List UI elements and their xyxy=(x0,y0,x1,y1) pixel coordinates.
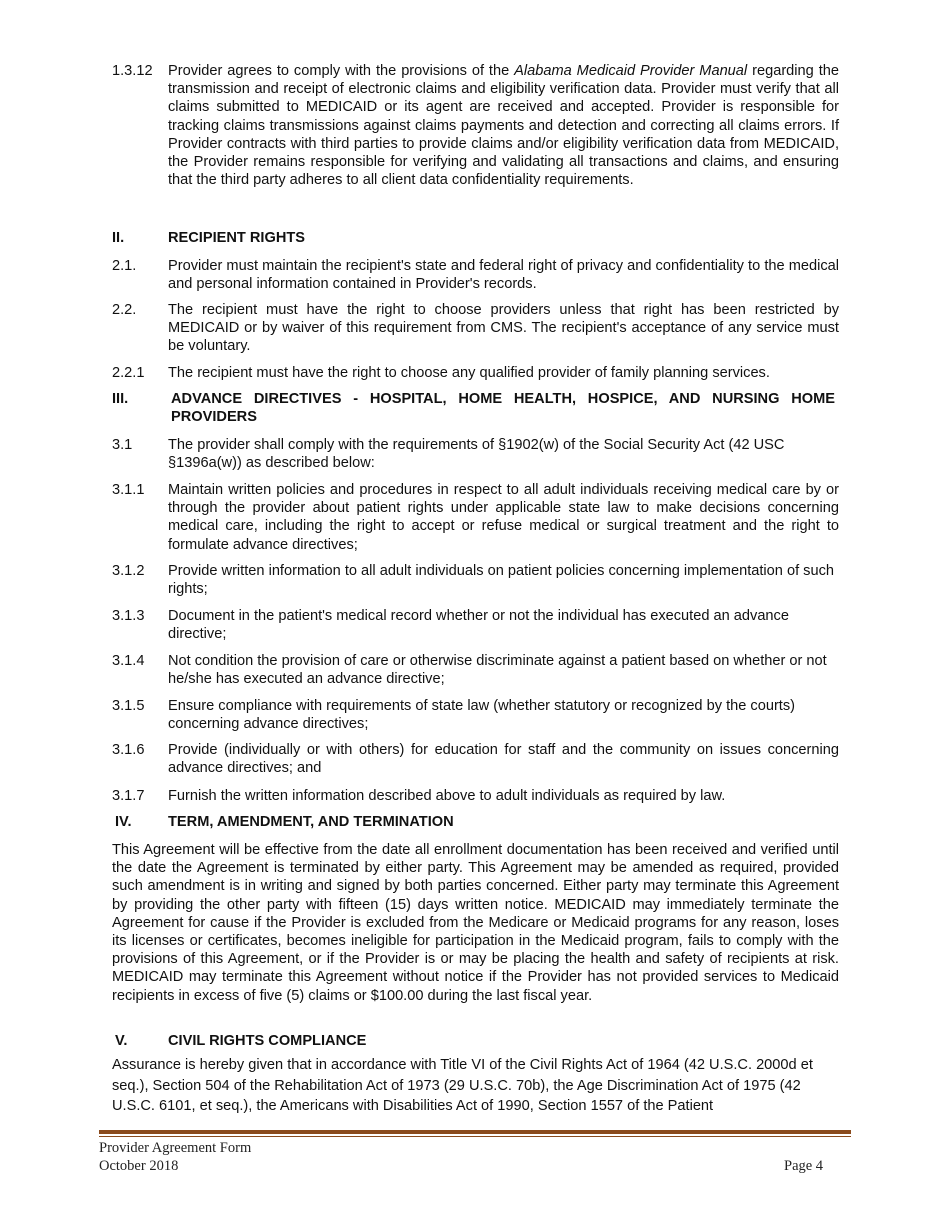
clause-text: Provide (individually or with others) for education for staff and the community on issues concerning advance directives; and xyxy=(168,742,839,777)
footer-rule xyxy=(99,1136,851,1137)
civil-rights-paragraph: Assurance is hereby given that in accordance with Title VI of the Civil Rights Act of 1964 (42 U.S.C. 2000d et seq.), Section 504 of the Rehabilitation Act of 1973 (29 U.S.C. 70b), the Age Discrimination Act of 1975 (42 U.S.C. 6101, et seq.), the Americans with Disabilities Act of 1990, Section 1557 of the Patient xyxy=(112,1057,813,1114)
clause-number: 2.1. xyxy=(112,258,137,274)
clause-number: 3.1.6 xyxy=(112,742,145,758)
clause-number: 3.1.5 xyxy=(112,698,145,714)
clause-text: The provider shall comply with the requirements of §1902(w) of the Social Security Act (42 USC §1396a(w)) as described below: xyxy=(168,437,785,472)
section-title: RECIPIENT RIGHTS xyxy=(168,230,306,246)
section-title: ADVANCE DIRECTIVES - HOSPITAL, HOME HEALTH, HOSPICE, AND NURSING HOME PROVIDERS xyxy=(171,391,835,426)
clause-text: Maintain written policies and procedures in respect to all adult individuals receiving medical care by or through the provider about patient rights under applicable state law to make decisions concerning medical care, including the right to accept or refuse medical or surgical treatment and the right to formulate advance directives; xyxy=(168,482,839,553)
clause-text: The recipient must have the right to choose any qualified provider of family planning services. xyxy=(168,365,770,381)
clause-text: Not condition the provision of care or otherwise discriminate against a patient based on whether or not he/she has executed an advance directive; xyxy=(168,653,827,688)
clause-number: 3.1.2 xyxy=(112,563,145,579)
clause-number: 3.1 xyxy=(112,437,133,453)
manual-title: Alabama Medicaid Provider Manual xyxy=(514,63,748,79)
section-title: CIVIL RIGHTS COMPLIANCE xyxy=(168,1033,367,1049)
clause-number: 3.1.4 xyxy=(112,653,145,669)
clause-text: Provide written information to all adult individuals on patient policies concerning implementation of such rights; xyxy=(168,563,835,598)
clause-number: 3.1.1 xyxy=(112,482,145,498)
footer-page-number: Page 4 xyxy=(784,1158,824,1174)
section-number: V. xyxy=(115,1033,128,1049)
term-amendment-paragraph: This Agreement will be effective from the date all enrollment documentation has been received and verified until the date the Agreement is terminated by either party. This Agreement may be amended as required, provided such amendment is in writing and signed by both parties concerned. Either party may terminate this Agreement by providing the other party with fifteen (15) days written notice. MEDICAID may immediately terminate the Agreement for cause if the Provider is excluded from the Medicare or Medicaid programs for any reason, loses its licenses or certificates, becomes ineligible for participation in the Medicaid program, fails to comply with the provisions of this Agreement, or if the Provider is or may be placing the health and safety of recipients at risk. MEDICAID may terminate this Agreement without notice if the Provider has not provided services to Medicaid recipients in excess of five (5) claims or $100.00 during the last fiscal year. xyxy=(112,842,839,1004)
clause-text: Provider must maintain the recipient's state and federal right of privacy and confidentiality to the medical and personal information contained in Provider's records. xyxy=(168,258,839,293)
clause-1-3-12 xyxy=(168,62,839,189)
section-number: IV. xyxy=(115,814,132,830)
clause-text: Document in the patient's medical record whether or not the individual has executed an advance directive; xyxy=(168,608,789,643)
clause-text: Provider agrees to comply with the provisions of the xyxy=(168,63,510,79)
footer-rule xyxy=(99,1130,851,1134)
footer-form-name: Provider Agreement Form xyxy=(99,1140,252,1156)
clause-text: The recipient must have the right to choose providers unless that right has been restricted by MEDICAID or by waiver of this requirement from CMS. The recipient's acceptance of any service must be voluntary. xyxy=(168,302,839,355)
clause-number: 3.1.7 xyxy=(112,788,145,804)
clause-number: 1.3.12 xyxy=(112,63,153,79)
clause-number: 2.2. xyxy=(112,302,137,318)
section-title: TERM, AMENDMENT, AND TERMINATION xyxy=(168,814,454,830)
clause-text: regarding the transmission and receipt of electronic claims and eligibility verification data. Provider must verify that all claims submitted to MEDICAID or its agent are received and accepted. Provider is responsible for tracking claims transmissions against claims payments and detection and correcting all claims errors. If Provider contracts with third parties to provide claims and/or eligibility verification data from MEDICAID, the Provider remains responsible for verifying and validating all transactions and claims, and ensuring that the third party adheres to all client data confidentiality requirements. xyxy=(168,63,839,189)
clause-number: 2.2.1 xyxy=(112,365,145,381)
clause-number: 3.1.3 xyxy=(112,608,145,624)
section-number: III. xyxy=(112,391,129,407)
section-number: II. xyxy=(112,230,125,246)
clause-text: Ensure compliance with requirements of state law (whether statutory or recognized by the courts) concerning advance directives; xyxy=(168,698,796,733)
clause-text: Furnish the written information described above to adult individuals as required by law. xyxy=(168,788,726,804)
footer-date: October 2018 xyxy=(99,1158,179,1174)
